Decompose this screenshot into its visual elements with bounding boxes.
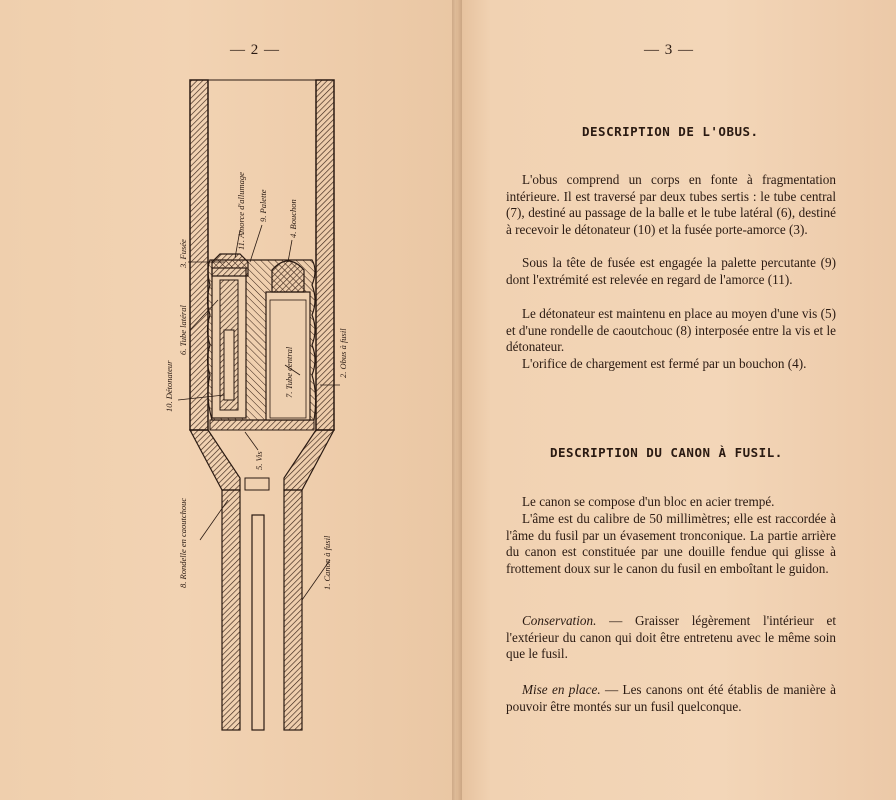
paragraph-conservation xyxy=(506,613,836,663)
gutter xyxy=(452,0,462,800)
paragraph-obus-2: Sous la tête de fusée est engagée la palette percutante (9) dont l'extrémité est relevée en regard de l'amorce (11). xyxy=(506,255,836,287)
label-amorce: 11. Amorce d'allumage xyxy=(236,172,246,250)
conservation-label: Conservation. xyxy=(522,613,597,628)
section-title-canon: DESCRIPTION DU CANON À FUSIL. xyxy=(550,445,783,460)
label-bouchon: 4. Bouchon xyxy=(288,199,298,238)
paragraph-canon-1: Le canon se compose d'un bloc en acier trempé. xyxy=(522,494,775,509)
label-canon: 1. Canon à fusil xyxy=(322,535,332,590)
label-tube-lateral: 6. Tube latéral xyxy=(178,305,188,355)
paragraph-obus-4: L'orifice de chargement est fermé par un bouchon (4). xyxy=(522,356,807,371)
mise-en-place-label: Mise en place. xyxy=(522,682,601,697)
label-fusee: 3. Fusée xyxy=(178,239,188,268)
right-page xyxy=(456,0,896,800)
mise-en-place-text: — Les canons ont été établis de manière à pouvoir être montés sur un fusil quelconque. xyxy=(506,682,837,714)
paragraph-canon-2: L'âme est du calibre de 50 millimètres; elle est raccordée à l'âme du fusil par un évasement tronconique. La partie arrière du canon est constituée par une douille fendue qui glisse à frottement doux sur le canon du fusil en emboîtant le guidon. xyxy=(506,511,836,576)
paragraph-mise-en-place xyxy=(506,682,836,715)
conservation-text: — Graisser légèrement l'intérieur et l'extérieur du canon qui doit être entretenu avec le même soin que le fusil. xyxy=(506,613,836,661)
page-number-right: — 3 — xyxy=(644,42,694,58)
section-title-obus: DESCRIPTION DE L'OBUS. xyxy=(582,124,759,139)
paragraph-obus-1: L'obus comprend un corps en fonte à fragmentation intérieure. Il est traversé par deux tubes sertis : le tube central (7), destiné au passage de la balle et le tube latéral (6), destiné à recevoir le détonateur (10) et la fusée porte-amorce (3). xyxy=(506,172,836,237)
page-number-left: — 2 — xyxy=(230,42,280,58)
label-detonateur: 10. Détonateur xyxy=(164,360,174,412)
shell-body xyxy=(208,254,316,430)
label-palette: 9. Palette xyxy=(258,189,268,222)
label-rondelle: 8. Rondelle en caoutchouc xyxy=(178,497,188,588)
paragraph-obus-3: Le détonateur est maintenu en place au moyen d'une vis (5) et d'une rondelle de caoutchouc (8) interposée entre la vis et le détonateur. xyxy=(506,306,836,354)
label-vis: 5. Vis xyxy=(254,451,264,470)
label-tube-central: 7. Tube central xyxy=(284,346,294,398)
label-obus: 2. Obus à fusil xyxy=(338,328,348,378)
